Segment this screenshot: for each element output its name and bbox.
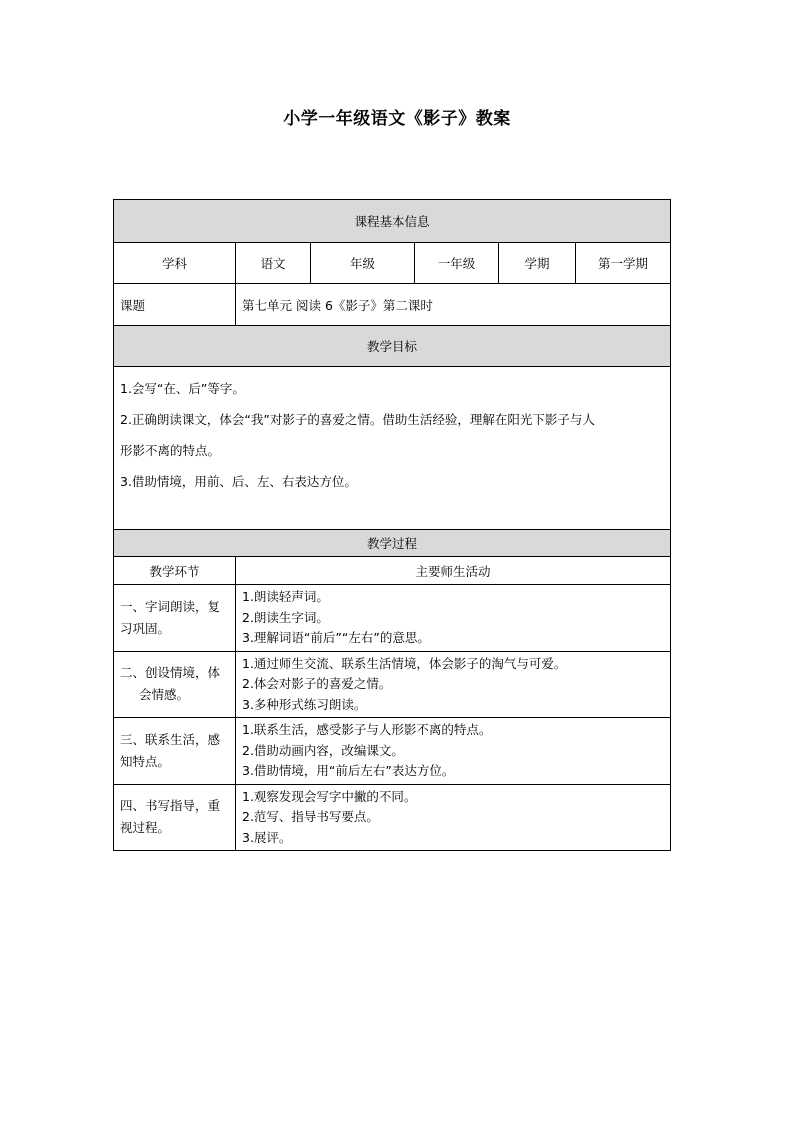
- topic-row: [114, 284, 671, 326]
- info-row: [114, 243, 671, 284]
- goal-line: 形影不离的特点。: [120, 443, 221, 458]
- activity-item: 1.观察发现会写字中撇的不同。: [242, 788, 417, 804]
- lesson-plan-table: [113, 199, 671, 851]
- process-activities: [236, 651, 671, 718]
- page-title: 小学一年级语文《影子》教案: [283, 109, 511, 129]
- process-activities: [236, 784, 671, 851]
- topic-label: 课题: [114, 284, 236, 326]
- goal-line: 2.正确朗读课文，体会“我”对影子的喜爱之情。借助生活经验，理解在阳光下影子与人: [120, 412, 595, 427]
- goal-line: 3.借助情境，用前、后、左、右表达方位。: [120, 474, 357, 489]
- subject-label: 学科: [114, 243, 236, 284]
- activity-item: 2.范写、指导书写要点。: [242, 809, 379, 824]
- info-section-header: 课程基本信息: [114, 200, 671, 243]
- activity-item: 1.通过师生交流、联系生活情境，体会影子的淘气与可爱。: [242, 655, 567, 671]
- goals-section-header: 教学目标: [114, 326, 671, 367]
- activity-item: 3.借助情境，用“前后左右”表达方位。: [242, 763, 455, 778]
- stage-line: 视过程。: [120, 820, 171, 836]
- goals-section-row: [114, 326, 671, 367]
- stage-line: 四、书写指导，重: [120, 798, 221, 814]
- stage-column-header: 教学环节: [114, 557, 236, 585]
- stage-line: 三、联系生活，感: [120, 731, 221, 747]
- activities-column-header: 主要师生活动: [236, 557, 671, 585]
- process-stage: [114, 585, 236, 652]
- process-activities: [236, 585, 671, 652]
- activity-item: 3.展评。: [242, 829, 292, 845]
- activity-item: 3.理解词语“前后”“左右”的意思。: [242, 630, 430, 645]
- activity-item: 2.借助动画内容，改编课文。: [242, 742, 404, 758]
- stage-line: 二、创设情境，体: [120, 665, 221, 681]
- goals-cell: [114, 367, 671, 530]
- process-row: [114, 585, 671, 652]
- stage-line: 习巩固。: [120, 620, 171, 636]
- process-section-header: 教学过程: [114, 530, 671, 557]
- grade-value: 一年级: [415, 243, 499, 284]
- process-stage: [114, 718, 236, 785]
- goals-row: [114, 367, 671, 530]
- term-value: 第一学期: [576, 243, 671, 284]
- process-stage: [114, 784, 236, 851]
- process-row: [114, 784, 671, 851]
- process-section-row: [114, 530, 671, 557]
- info-section-row: [114, 200, 671, 243]
- process-activities: [236, 718, 671, 785]
- activity-item: 3.多种形式练习朗读。: [242, 696, 367, 712]
- goal-line: 1.会写“在、后”等字。: [120, 381, 245, 396]
- stage-line: 会情感。: [139, 687, 190, 703]
- term-label: 学期: [499, 243, 576, 284]
- process-stage: [114, 651, 236, 718]
- activity-item: 1.联系生活，感受影子与人形影不离的特点。: [242, 722, 492, 737]
- process-row: [114, 718, 671, 785]
- stage-line: 知特点。: [120, 753, 171, 769]
- stage-line: 一、字词朗读，复: [120, 598, 221, 614]
- activity-item: 2.朗读生字词。: [242, 609, 329, 625]
- process-row: [114, 651, 671, 718]
- subject-value: 语文: [236, 243, 311, 284]
- grade-label: 年级: [311, 243, 415, 284]
- process-header-row: [114, 557, 671, 585]
- activity-item: 1.朗读轻声词。: [242, 589, 329, 604]
- activity-item: 2.体会对影子的喜爱之情。: [242, 676, 392, 691]
- topic-value: 第七单元 阅读 6《影子》第二课时: [236, 284, 671, 326]
